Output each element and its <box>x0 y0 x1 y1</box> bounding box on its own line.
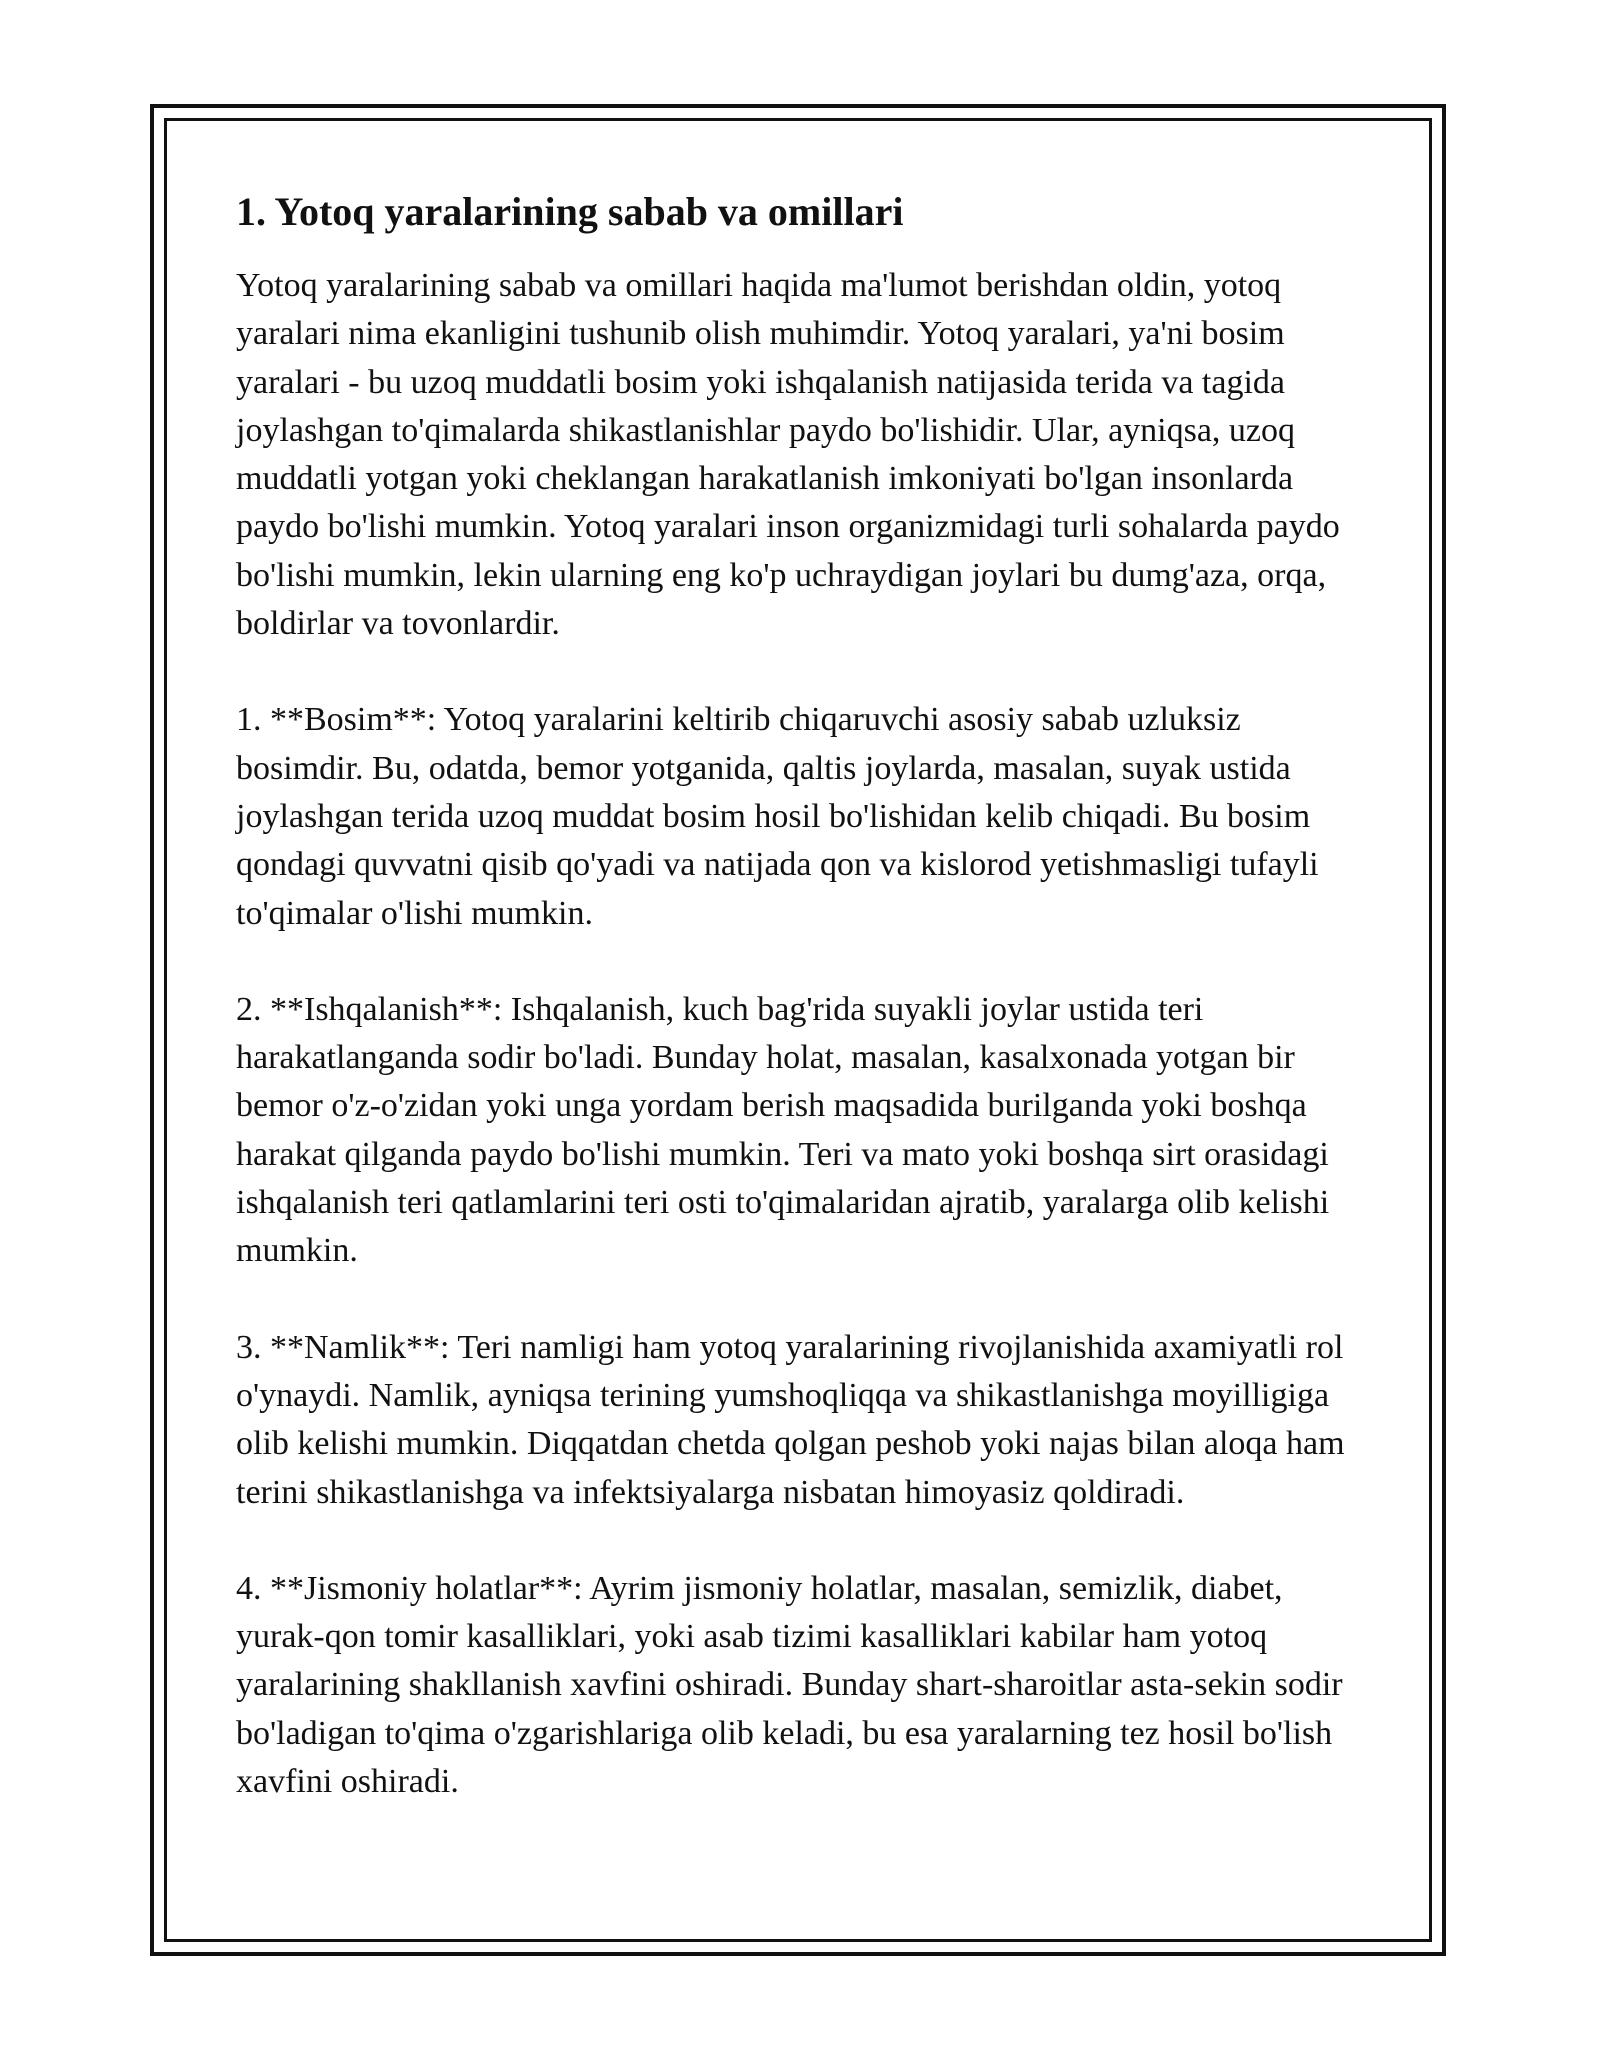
document-body <box>236 188 1376 1854</box>
list-item-bosim: 1. **Bosim**: Yotoq yaralarini keltirib chiqaruvchi asosiy sabab uzluksiz bosimdir. Bu, odatda, bemor yotganida, qaltis joylarda, masalan, suyak ustida joylashgan terida uzoq muddat bosim hosil bo'lishidan kelib chiqadi. Bu bosim qondagi quvvatni qisib qo'yadi va natijada qon va kislorod yetishmasligi tufayli to'qimalar o'lishi mumkin. <box>236 701 1319 932</box>
list-item-namlik: 3. **Namlik**: Teri namligi ham yotoq yaralarining rivojlanishida axamiyatli rol o'ynaydi. Namlik, ayniqsa terining yumshoqliqqa va shikastlanishga moyilligiga olib kelishi mumkin. Diqqatdan chetda qolgan peshob yoki najas bilan aloqa ham terini shikastlanishga va infektsiyalarga nisbatan himoyasiz qoldiradi. <box>236 1328 1345 1511</box>
list-item-jismoniy-holatlar: 4. **Jismoniy holatlar**: Ayrim jismoniy holatlar, masalan, semizlik, diabet, yurak-qon tomir kasalliklari, yoki asab tizimi kasalliklari kabilar ham yotoq yaralarining shakllanish xavfini oshiradi. Bunday shart-sharoitlar asta-sekin sodir bo'ladigan to'qima o'zgarishlariga olib keladi, bu esa yaralarning tez hosil bo'lish xavfini oshiradi. <box>236 1569 1343 1801</box>
intro-paragraph: Yotoq yaralarining sabab va omillari haqida ma'lumot berishdan oldin, yotoq yaralari nima ekanligini tushunib olish muhimdir. Yotoq yaralari, ya'ni bosim yaralari - bu uzoq muddatli bosim yoki ishqalanish natijasida terida va tagida joylashgan to'qimalarda shikastlanishlar paydo bo'lishidir. Ular, ayniqsa, uzoq muddatli yotgan yoki cheklangan harakatlanish imkoniyati bo'lgan insonlarda paydo bo'lishi mumkin. Yotoq yaralari inson organizmidagi turli sohalarda paydo bo'lishi mumkin, lekin ularning eng ko'p uchraydigan joylari bu dumg'aza, orqa, boldirlar va tovonlardir. <box>236 267 1340 643</box>
section-heading: 1. Yotoq yaralarining sabab va omillari <box>236 189 904 234</box>
list-item-ishqalanish: 2. **Ishqalanish**: Ishqalanish, kuch bag'rida suyakli joylar ustida teri harakatlanganda sodir bo'ladi. Bunday holat, masalan, kasalxonada yotgan bir bemor o'z-o'zidan yoki unga yordam berish maqsadida burilganda yoki boshqa harakat qilganda paydo bo'lishi mumkin. Teri va mato yoki boshqa sirt orasidagi ishqalanish teri qatlamlarini teri osti to'qimalaridan ajratib, yaralarga olib kelishi mumkin. <box>236 990 1330 1270</box>
